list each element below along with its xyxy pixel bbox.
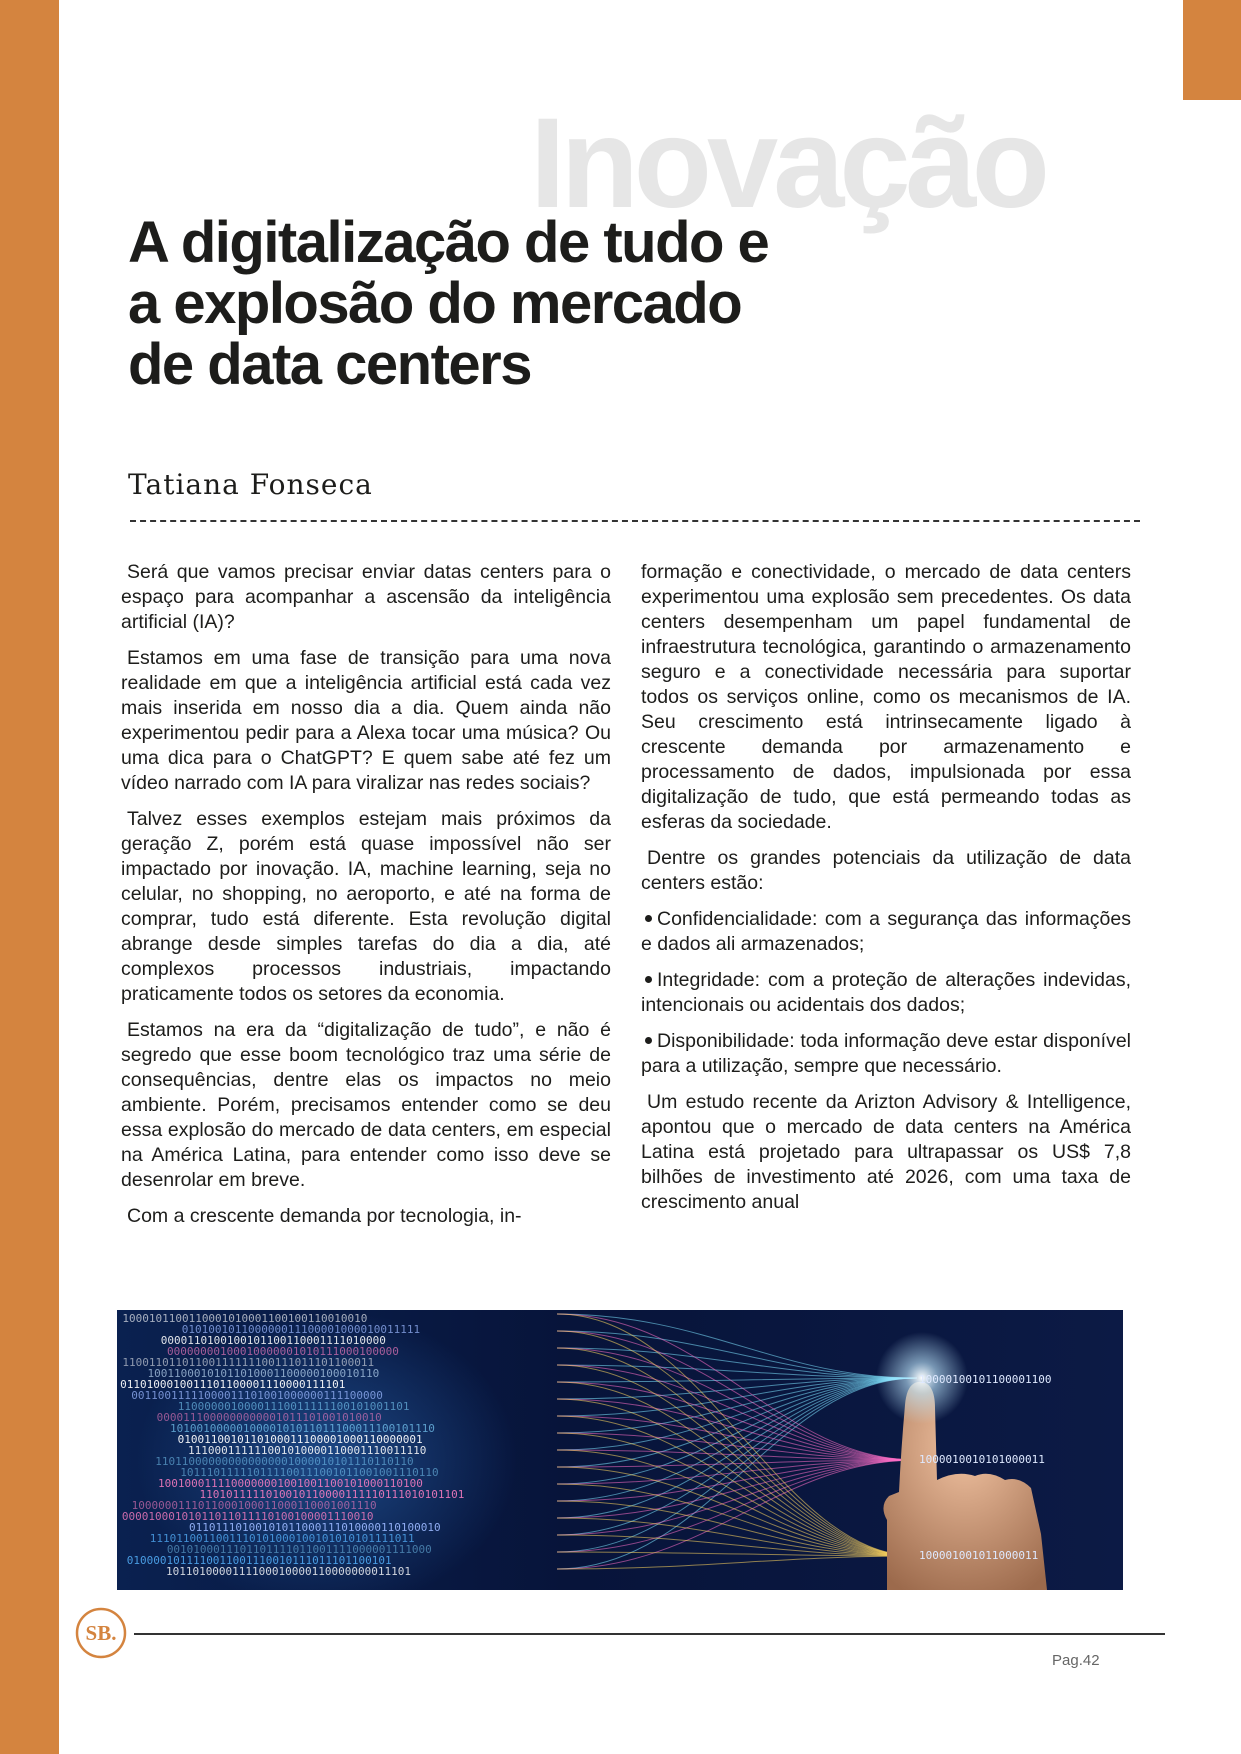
- binary-digit-row: 1101011111010010110000111110111010101101: [199, 1488, 465, 1501]
- binary-row-text: 1000010010101000011: [919, 1453, 1045, 1466]
- article-author: Tatiana Fonseca: [128, 468, 373, 501]
- binary-digit-row: 1011010000111100010000110000000011101: [165, 1565, 412, 1578]
- binary-digit-row: 1001000111100000001001001100101000110100: [157, 1477, 423, 1490]
- article-photo: [117, 1310, 1123, 1590]
- binary-digit-row: 01101110100101011000111010000110100010: [188, 1521, 441, 1534]
- binary-digit-row: 0100001011110011001110010111011101100101: [126, 1554, 392, 1567]
- binary-digit-row: 110110000000000000001000010101110110110: [155, 1455, 414, 1468]
- bullet-item: [641, 968, 1131, 1018]
- binary-digit-row: 0000110100100101100110001111010000: [160, 1334, 386, 1347]
- binary-digit-row: 111000111111001010000110001110011110: [187, 1444, 427, 1457]
- bullet-item: [641, 1029, 1131, 1079]
- binary-digit-row: 00110011111000011101001000000111100000: [131, 1389, 383, 1402]
- paragraph: formação e conectividade, o mercado de data centers experimentou uma explosão sem precedentes. Os data centers desempenham um papel fundamental de infraestrutura tecnológica, garantindo o armazenamento seguro e a conectividade necessária para suportar todos os serviços online, como os mecanismos de IA. Seu crescimento está intrinsecamente ligado à crescente demanda por armazenamento e processamento de dados, impulsionada por essa digitalização de tudo, que está permeando todas as esferas da sociedade.: [641, 561, 1131, 833]
- bullet-icon: [645, 1037, 652, 1044]
- section-watermark: Inovação: [530, 92, 1045, 235]
- binary-digit-row: 0110100010011101100001110000111101: [120, 1378, 346, 1391]
- left-text-column: [121, 560, 611, 1240]
- binary-digit-row: 11001101101100111111100111011101100011: [122, 1356, 375, 1369]
- article-headline: A digitalização de tudo e a explosão do mercado de data centers: [128, 210, 769, 397]
- digital-data-illustration: [117, 1310, 1123, 1590]
- right-text-column: [641, 560, 1131, 1226]
- bullet-text: Disponibilidade: toda informação deve estar disponível para a utilização, sempre que necessário.: [641, 1030, 1131, 1077]
- binary-digit-row: 0100110010110100011100001000110000001: [177, 1433, 423, 1446]
- logo-text: SB.: [85, 1621, 117, 1645]
- left-accent-bar: [0, 0, 59, 1754]
- binary-digit-row: 00001000101011011011110100100001110010: [121, 1510, 374, 1523]
- paragraph: Será que vamos precisar enviar datas centers para o espaço para acompanhar a ascensão da inteligência artificial (IA)?: [121, 561, 611, 633]
- binary-row-text: 100001001011000011: [919, 1549, 1039, 1562]
- binary-digit-row: 1000101100110001010001100100110010010: [122, 1312, 368, 1325]
- paragraph: Dentre os grandes potenciais da utilização de data centers estão:: [641, 847, 1131, 894]
- bullet-item: [641, 907, 1131, 957]
- binary-digit-row: 010100101100000011100001000010011111: [181, 1323, 421, 1336]
- paragraph: Estamos em uma fase de transição para uma nova realidade em que a inteligência artificial está cada vez mais inserida em nosso dia a dia. Quem ainda não experimentou pedir para a Alexa tocar uma música? Ou uma dica para o ChatGPT? E quem sabe até fez um vídeo narrado com IA para viralizar nas redes sociais?: [121, 647, 611, 794]
- paragraph: Estamos na era da “digitalização de tudo”, e não é segredo que esse boom tecnológico traz uma série de consequências, dentre elas os impactos no meio ambiente. Porém, precisamos entender como se deu essa explosão do mercado de data centers, em especial na América Latina, para entender como isso deve se desenrolar em breve.: [121, 1019, 611, 1191]
- binary-digit-row: 0010100011101101111011001111000001111000: [166, 1543, 432, 1556]
- paragraph: Um estudo recente da Arizton Advisory & Intelligence, apontou que o mercado de data centers na América Latina está projetado para ultrapassar os US$ 7,8 bilhões de investimento até 2026, com uma taxa de crescimento anual: [641, 1091, 1131, 1213]
- corner-accent-tab: [1183, 0, 1241, 100]
- binary-digit-row: 0000111000000000001011101001010010: [156, 1411, 382, 1424]
- binary-digit-row: 1110110011001110101000100101010101111011: [149, 1532, 415, 1545]
- paragraph: Com a crescente demanda por tecnologia, in-: [127, 1205, 522, 1227]
- binary-digit-row: 10011000101011010001100000100010110: [147, 1367, 380, 1380]
- dashed-divider: [130, 520, 1140, 522]
- binary-digit-row: 1010010000010000101011011100011100101110: [170, 1422, 435, 1435]
- footer-rule: [134, 1633, 1165, 1635]
- sb-logo: [74, 1606, 128, 1660]
- binary-row-text: 10000100101100001100: [919, 1373, 1052, 1386]
- binary-digit-row: 11000000100001110011111100101001101: [177, 1400, 410, 1413]
- paragraph: Talvez esses exemplos estejam mais próximos da geração Z, porém está quase impossível não ser impactado por inovação. IA, machine learning, seja no celular, no shopping, no aeroporto, e até na forma de comprar, tudo está diferente. Esta revolução digital abrange desde simples tarefas do dia a dia, até complexos processos industriais, impactando praticamente todos os setores da economia.: [121, 808, 611, 1005]
- bullet-text: Integridade: com a proteção de alterações indevidas, intencionais ou acidentais dos dados;: [641, 969, 1131, 1016]
- bullet-text: Confidencialidade: com a segurança das informações e dados ali armazenados;: [641, 908, 1131, 955]
- binary-digit-row: 00000000100010000001010111000100000: [167, 1345, 399, 1358]
- bullet-icon: [645, 915, 652, 922]
- bullet-icon: [645, 976, 652, 983]
- binary-digit-row: 101110111110111100111001011001001110110: [180, 1466, 439, 1479]
- page-number: Pag.42: [1052, 1652, 1100, 1669]
- binary-digit-row: 1000000111011000100011000110001001110: [131, 1499, 377, 1512]
